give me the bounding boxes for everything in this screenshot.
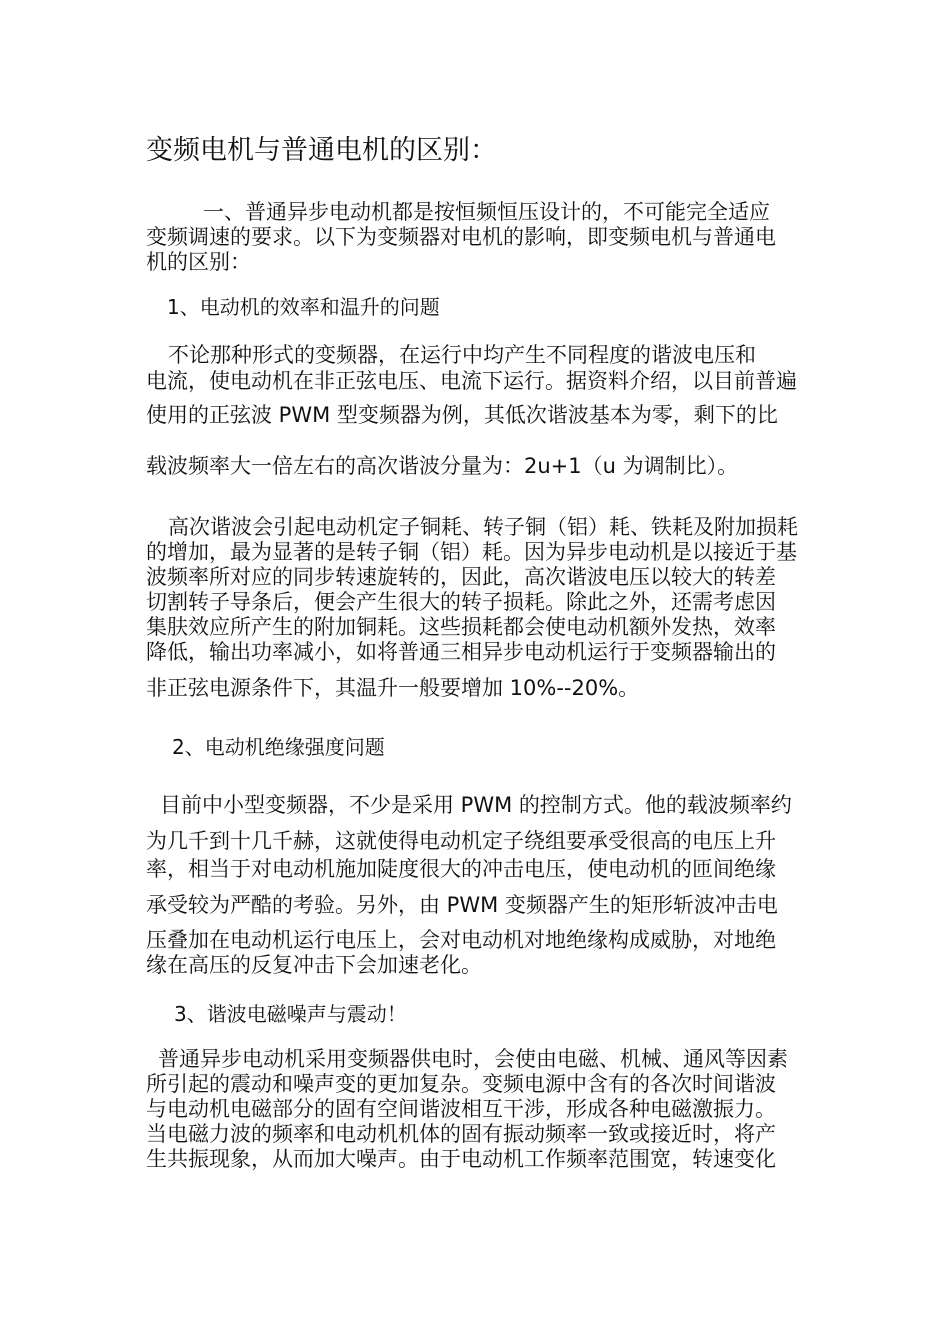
page-title: 变频电机与普通电机的区别： xyxy=(146,135,497,166)
section2-para-line: 率，相当于对电动机施加陡度很大的冲击电压，使电动机的匝间绝缘 xyxy=(146,857,776,881)
intro-line: 机的区别： xyxy=(146,250,251,274)
section1-para2-line: 非正弦电源条件下，其温升一般要增加 10%--20%。 xyxy=(146,676,640,700)
section1-para2-line: 降低，输出功率减小，如将普通三相异步电动机运行于变频器输出的 xyxy=(146,640,776,664)
section1-para1-line: 载波频率大一倍左右的高次谐波分量为：2u+1（u 为调制比）。 xyxy=(146,454,739,478)
section3-para-line: 与电动机电磁部分的固有空间谐波相互干涉，形成各种电磁激振力。 xyxy=(146,1097,776,1121)
section2-heading: 2、电动机绝缘强度问题 xyxy=(172,735,385,759)
section1-para1-line: 使用的正弦波 PWM 型变频器为例，其低次谐波基本为零，剩下的比 xyxy=(146,403,778,427)
section1-para2-line: 高次谐波会引起电动机定子铜耗、转子铜（铝）耗、铁耗及附加损耗 xyxy=(168,515,798,539)
section1-para1-line: 电流，使电动机在非正弦电压、电流下运行。据资料介绍，以目前普遍 xyxy=(146,369,797,393)
section3-heading: 3、谐波电磁噪声与震动！ xyxy=(174,1002,407,1026)
section1-heading: 1、电动机的效率和温升的问题 xyxy=(167,295,440,319)
section2-para-line: 目前中小型变频器，不少是采用 PWM 的控制方式。他的载波频率约 xyxy=(160,793,792,817)
section2-para-line: 压叠加在电动机运行电压上，会对电动机对地绝缘构成威胁，对地绝 xyxy=(146,928,776,952)
section1-para1-line: 不论那种形式的变频器，在运行中均产生不同程度的谐波电压和 xyxy=(168,343,756,367)
intro-line: 变频调速的要求。以下为变频器对电机的影响，即变频电机与普通电 xyxy=(146,225,776,249)
section1-para2-line: 波频率所对应的同步转速旋转的，因此，高次谐波电压以较大的转差 xyxy=(146,565,776,589)
section3-para-line: 当电磁力波的频率和电动机机体的固有振动频率一致或接近时，将产 xyxy=(146,1122,776,1146)
section1-para2-line: 切割转子导条后，便会产生很大的转子损耗。除此之外，还需考虑因 xyxy=(146,590,776,614)
section3-para-line: 所引起的震动和噪声变的更加复杂。变频电源中含有的各次时间谐波 xyxy=(146,1072,776,1096)
section2-para-line: 为几千到十几千赫，这就使得电动机定子绕组要承受很高的电压上升 xyxy=(146,829,776,853)
intro-line: 一、普通异步电动机都是按恒频恒压设计的，不可能完全适应 xyxy=(203,200,770,224)
section1-para2-line: 的增加，最为显著的是转子铜（铝）耗。因为异步电动机是以接近于基 xyxy=(146,540,797,564)
section2-para-line: 缘在高压的反复冲击下会加速老化。 xyxy=(146,953,482,977)
section3-para-line: 生共振现象，从而加大噪声。由于电动机工作频率范围宽，转速变化 xyxy=(146,1147,776,1171)
section2-para-line: 承受较为严酷的考验。另外，由 PWM 变频器产生的矩形斩波冲击电 xyxy=(146,893,778,917)
section1-para2-line: 集肤效应所产生的附加铜耗。这些损耗都会使电动机额外发热，效率 xyxy=(146,615,776,639)
section3-para-line: 普通异步电动机采用变频器供电时，会使由电磁、机械、通风等因素 xyxy=(158,1047,788,1071)
